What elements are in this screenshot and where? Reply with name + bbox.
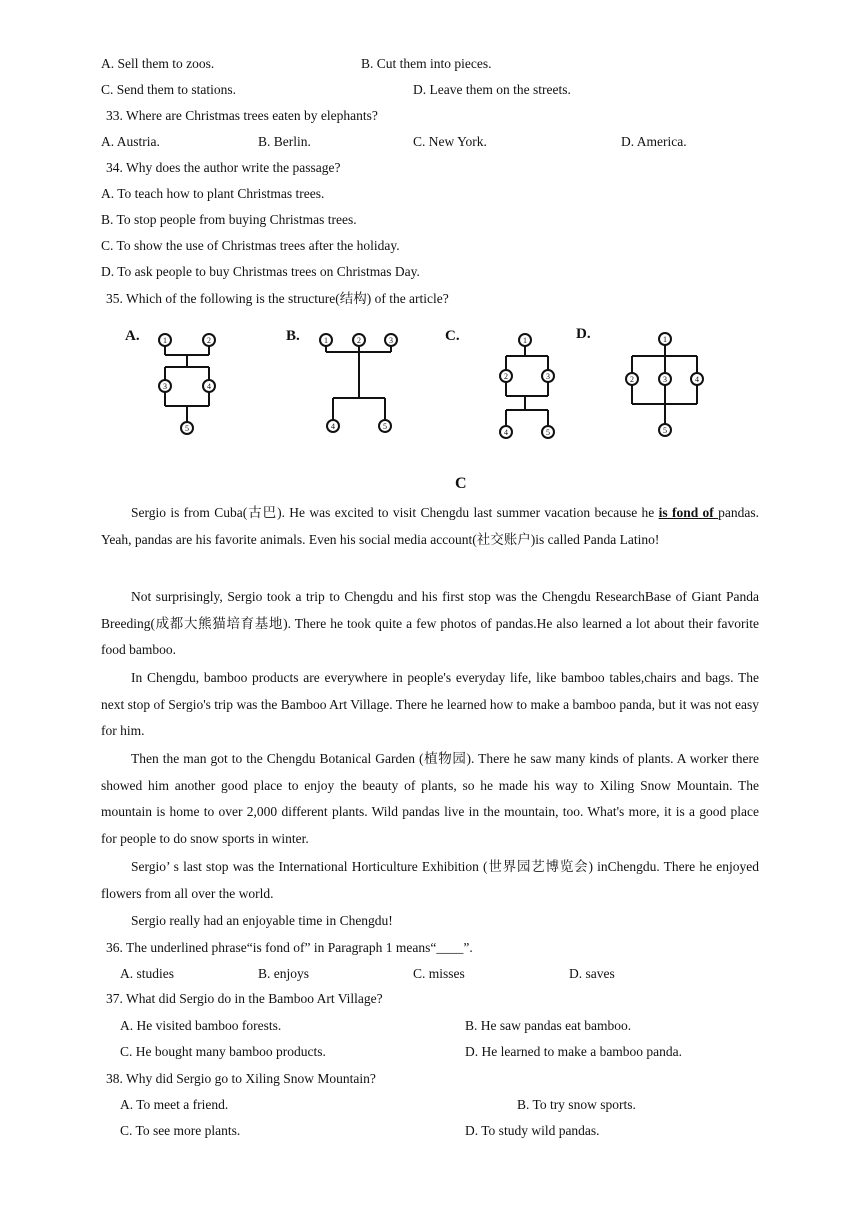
svg-text:5: 5 [546,428,550,437]
svg-text:2: 2 [207,336,211,345]
svg-text:4: 4 [504,428,508,437]
q32-option-a: A. Sell them to zoos. [101,56,215,71]
svg-text:1: 1 [324,336,328,345]
q34-option-c: C. To show the use of Christmas trees after the holiday. [101,238,400,253]
diagram-label-b: B. [286,328,300,344]
q32-option-d: D. Leave them on the streets. [413,82,571,97]
q33-option-c: C. New York. [413,134,487,149]
paragraph-2: Not surprisingly, Sergio took a trip to Chengdu and his first stop was the Chengdu ResearchBase of Giant Panda Breeding(成都大熊猫培育基地). There he took quite a few photos of pandas.He also learned a lot about their favorite food bamboo. [101,589,759,657]
svg-text:1: 1 [523,336,527,345]
q36-question: 36. The underlined phrase“is fond of” in Paragraph 1 means“____”. [106,940,473,955]
diagram-label-a: A. [125,328,140,344]
paragraph-3: In Chengdu, bamboo products are everywhere in people's everyday life, like bamboo tables,chairs and bags. The next stop of Sergio's trip was the Bamboo Art Village. There he learned how to make a bamboo panda, but it was not easy for him. [101,670,759,738]
svg-text:2: 2 [630,375,634,384]
svg-text:3: 3 [389,336,393,345]
q37-option-d: D. He learned to make a bamboo panda. [465,1044,683,1059]
svg-text:3: 3 [546,372,550,381]
underlined-phrase: is fond of [658,505,719,520]
q37-option-c: C. He bought many bamboo products. [120,1044,326,1059]
q37-option-a: A. He visited bamboo forests. [120,1018,282,1033]
q32-option-c: C. Send them to stations. [101,82,236,97]
q34-option-d: D. To ask people to buy Christmas trees on Christmas Day. [101,264,420,279]
diagram-label-c: C. [445,328,460,344]
q38-option-b: B. To try snow sports. [517,1097,636,1112]
q36-option-b: B. enjoys [258,966,310,981]
q32-option-b: B. Cut them into pieces. [361,56,492,71]
svg-text:5: 5 [185,424,189,433]
svg-text:1: 1 [663,335,667,344]
paragraph-4: Then the man got to the Chengdu Botanical Garden (植物园). There he saw many kinds of plants. A worker there showed him another good place to enjoy the beauty of plants, so he made his way to Xiling Snow Mountain. The mountain is home to over 2,000 different plants. Wild pandas live in the mountain, too. What's more, it is a good place for people to do snow sports in winter. [101,751,759,846]
q34-option-a: A. To teach how to plant Christmas trees. [101,186,325,201]
q34-question: 34. Why does the author write the passage? [106,160,341,175]
diagram-label-d: D. [576,326,591,342]
svg-text:3: 3 [163,382,167,391]
q33-option-a: A. Austria. [101,134,160,149]
q33-option-d: D. America. [621,134,687,149]
q33-option-b: B. Berlin. [258,134,311,149]
svg-text:3: 3 [663,375,667,384]
q36-option-a: A. studies [120,966,174,981]
section-heading: C [455,475,467,492]
svg-text:5: 5 [663,426,667,435]
diagram-c [500,334,554,438]
paragraph-1: Sergio is from Cuba(古巴). He was excited to visit Chengdu last summer vacation because he is fond of pandas. Yeah, pandas are his favorite animals. Even his social media account(社交账户)is called Panda Latino! [101,505,759,547]
q37-question: 37. What did Sergio do in the Bamboo Art Village? [106,991,383,1006]
q38-option-a: A. To meet a friend. [120,1097,229,1112]
structure-diagrams [0,318,860,448]
svg-text:1: 1 [163,336,167,345]
q38-option-c: C. To see more plants. [120,1123,241,1138]
svg-text:4: 4 [695,375,699,384]
q37-option-b: B. He saw pandas eat bamboo. [465,1018,632,1033]
svg-text:5: 5 [383,422,387,431]
diagram-b [320,334,397,432]
svg-text:2: 2 [504,372,508,381]
paragraph-5: Sergio’ s last stop was the International Horticulture Exhibition (世界园艺博览会) inChengdu. There he enjoyed flowers from all over the world. [101,859,759,901]
q34-option-b: B. To stop people from buying Christmas trees. [101,212,357,227]
q38-question: 38. Why did Sergio go to Xiling Snow Mountain? [106,1071,376,1086]
svg-text:4: 4 [207,382,211,391]
q33-question: 33. Where are Christmas trees eaten by elephants? [106,108,378,123]
q36-option-c: C. misses [413,966,465,981]
q35-question: 35. Which of the following is the structure(结构) of the article? [106,291,449,306]
svg-text:2: 2 [357,336,361,345]
q38-option-d: D. To study wild pandas. [465,1123,600,1138]
svg-text:4: 4 [331,422,335,431]
q36-option-d: D. saves [569,966,615,981]
diagram-d [626,333,703,436]
paragraph-6: Sergio really had an enjoyable time in Chengdu! [131,913,393,928]
